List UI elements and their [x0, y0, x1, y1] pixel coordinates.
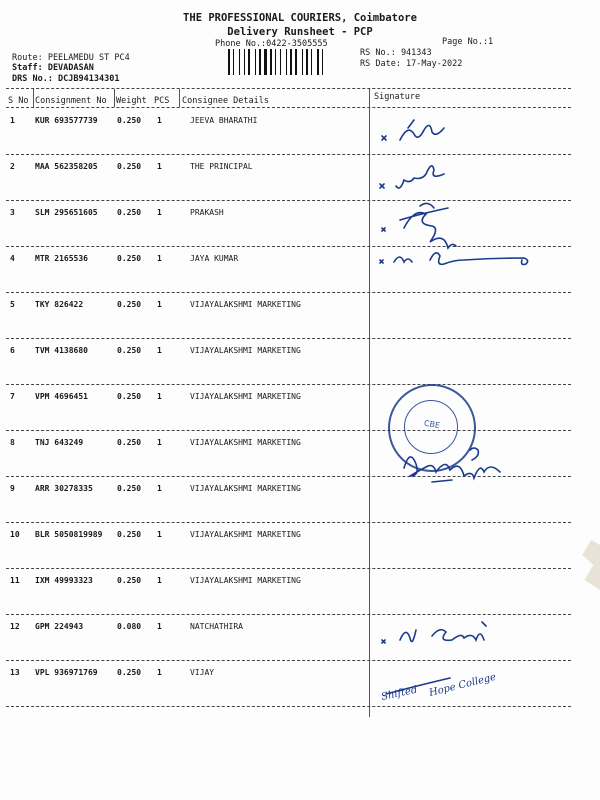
row-pcs: 1 — [157, 530, 162, 539]
barcode-bar — [268, 49, 269, 75]
row-sno: 1 — [10, 116, 15, 125]
row-sno: 3 — [10, 208, 15, 217]
barcode-bar — [322, 49, 323, 75]
barcode-bar — [317, 49, 319, 75]
row-sno: 5 — [10, 300, 15, 309]
col-signature: Signature — [374, 92, 421, 102]
row-weight: 0.250 — [117, 346, 142, 355]
row-consignee: JAYA KUMAR — [190, 254, 239, 263]
doc-title: Delivery Runsheet - PCP — [227, 26, 373, 38]
phone-number: Phone No.:0422-3505555 — [215, 39, 328, 49]
barcode-bar — [290, 49, 292, 75]
row-pcs: 1 — [157, 254, 162, 263]
row-consignee: VIJAY — [190, 668, 215, 677]
row-consignment: KUR 693577739 — [35, 116, 98, 125]
barcode-bar — [282, 49, 285, 75]
row-weight: 0.250 — [117, 392, 142, 401]
barcode-bar — [273, 49, 274, 75]
barcode-bar — [270, 49, 272, 75]
row-consignment: TVM 4138680 — [35, 346, 88, 355]
barcode-bar — [255, 49, 256, 75]
header-rule-bottom — [6, 107, 571, 108]
row-consignee: VIJAYALAKSHMI MARKETING — [190, 530, 301, 539]
row-sno: 7 — [10, 392, 15, 401]
row-weight: 0.250 — [117, 438, 142, 447]
barcode-bar — [302, 49, 303, 75]
barcode-bar — [293, 49, 294, 75]
row-pcs: 1 — [157, 438, 162, 447]
row-pcs: 1 — [157, 392, 162, 401]
barcode-bar — [259, 49, 261, 75]
row-consignment: IXM 49993323 — [35, 576, 93, 585]
barcode-bar — [233, 49, 234, 75]
col-sno: S No — [8, 96, 29, 106]
barcode-bar — [277, 49, 279, 75]
row-consignee: THE PRINCIPAL — [190, 162, 253, 171]
row-consignment: MAA 562358205 — [35, 162, 98, 171]
barcode-bar — [311, 49, 312, 75]
barcode-bar — [235, 49, 238, 75]
col-weight: Weight — [116, 96, 147, 106]
row-weight: 0.250 — [117, 254, 142, 263]
barcode-bar — [295, 49, 297, 75]
row-weight: 0.250 — [117, 668, 142, 677]
note-hope-college: Hope College — [428, 671, 498, 699]
barcode-bar — [257, 49, 258, 75]
row-consignee: PRAKASH — [190, 208, 224, 217]
row-sno: 2 — [10, 162, 15, 171]
row-consignment: TNJ 643249 — [35, 438, 84, 447]
rubber-stamp — [388, 384, 476, 472]
col-separator — [179, 89, 180, 107]
row-pcs: 1 — [157, 668, 162, 677]
col-consignee: Consignee Details — [182, 96, 269, 106]
row-consignee: VIJAYALAKSHMI MARKETING — [190, 576, 301, 585]
row-weight: 0.250 — [117, 208, 142, 217]
barcode-bar — [244, 49, 245, 75]
barcode-bar — [251, 49, 254, 75]
row-pcs: 1 — [157, 116, 162, 125]
row-weight: 0.250 — [117, 530, 142, 539]
barcode-bar — [231, 49, 232, 75]
row-consignment: GPM 224943 — [35, 622, 84, 631]
note-shifted: Shifted — [380, 684, 419, 703]
route: Route: PEELAMEDU ST PC4 — [12, 53, 130, 63]
barcode-bar — [304, 49, 305, 75]
row-consignment: ARR 30278335 — [35, 484, 93, 493]
barcode-bar — [320, 49, 321, 75]
row-sno: 11 — [10, 576, 20, 585]
barcode-bar — [228, 49, 230, 75]
barcode — [228, 49, 340, 75]
row-weight: 0.080 — [117, 622, 142, 631]
row-consignee: VIJAYALAKSHMI MARKETING — [190, 346, 301, 355]
barcode-bar — [241, 49, 243, 75]
stamp-text: CBE — [423, 418, 441, 431]
row-pcs: 1 — [157, 576, 162, 585]
header-rule-top — [6, 88, 571, 89]
row-consignee: JEEVA BHARATHI — [190, 116, 258, 125]
row-consignee: VIJAYALAKSHMI MARKETING — [190, 438, 301, 447]
company-name: THE PROFESSIONAL COURIERS, Coimbatore — [183, 12, 417, 24]
row-sno: 8 — [10, 438, 15, 447]
barcode-bar — [248, 49, 250, 75]
barcode-bar — [288, 49, 289, 75]
row-weight: 0.250 — [117, 162, 142, 171]
row-sno: 4 — [10, 254, 15, 263]
barcode-bar — [246, 49, 247, 75]
col-separator — [33, 89, 34, 107]
row-sno: 9 — [10, 484, 15, 493]
barcode-bar — [313, 49, 316, 75]
drs-number: DRS No.: DCJB94134301 — [12, 74, 120, 84]
row-consignment: TKY 826422 — [35, 300, 84, 309]
page-number: Page No.:1 — [442, 37, 494, 47]
col-pcs: PCS — [154, 96, 170, 106]
row-consignee: NATCHATHIRA — [190, 622, 243, 631]
rs-number: RS No.: 941343 — [360, 48, 432, 58]
row-consignment: MTR 2165536 — [35, 254, 88, 263]
rs-date: RS Date: 17-May-2022 — [360, 59, 463, 69]
row-weight: 0.250 — [117, 484, 142, 493]
barcode-bar — [309, 49, 310, 75]
row-consignee: VIJAYALAKSHMI MARKETING — [190, 484, 301, 493]
col-separator — [114, 89, 115, 107]
row-consignee: VIJAYALAKSHMI MARKETING — [190, 392, 301, 401]
row-weight: 0.250 — [117, 116, 142, 125]
row-weight: 0.250 — [117, 576, 142, 585]
row-pcs: 1 — [157, 346, 162, 355]
row-consignee: VIJAYALAKSHMI MARKETING — [190, 300, 301, 309]
barcode-bar — [280, 49, 281, 75]
row-consignment: VPM 4696451 — [35, 392, 88, 401]
row-sno: 6 — [10, 346, 15, 355]
barcode-bar — [262, 49, 263, 75]
barcode-bar — [275, 49, 276, 75]
barcode-bar — [298, 49, 301, 75]
row-sno: 13 — [10, 668, 20, 677]
barcode-bar — [239, 49, 240, 75]
barcode-bar — [286, 49, 287, 75]
row-pcs: 1 — [157, 484, 162, 493]
row-consignment: SLM 295651605 — [35, 208, 98, 217]
barcode-bar — [264, 49, 267, 75]
row-pcs: 1 — [157, 208, 162, 217]
barcode-bar — [324, 49, 326, 75]
row-weight: 0.250 — [117, 300, 142, 309]
row-pcs: 1 — [157, 622, 162, 631]
staff: Staff: DEVADASAN — [12, 63, 94, 73]
row-sno: 10 — [10, 530, 20, 539]
row-sno: 12 — [10, 622, 20, 631]
row-pcs: 1 — [157, 162, 162, 171]
row-consignment: VPL 936971769 — [35, 668, 98, 677]
row-pcs: 1 — [157, 300, 162, 309]
barcode-bar — [306, 49, 308, 75]
col-consignment: Consignment No — [35, 96, 107, 106]
row-consignment: BLR 5050819989 — [35, 530, 103, 539]
